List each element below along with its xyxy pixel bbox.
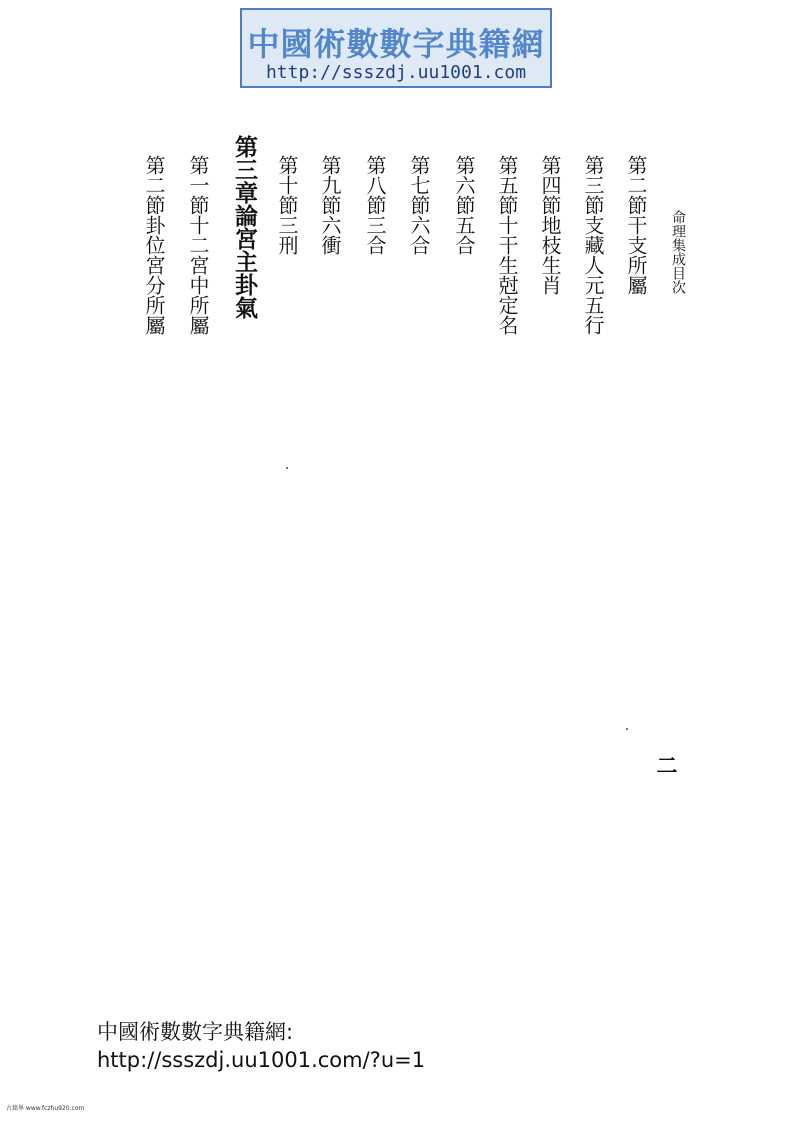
toc-entry xyxy=(140,155,169,335)
chapter-label: 第三章 xyxy=(231,135,258,204)
toc-label: 第一節 xyxy=(186,155,210,215)
toc-label: 第五節 xyxy=(495,155,519,215)
toc-label: 第七節 xyxy=(407,155,431,215)
toc-entry xyxy=(493,155,522,335)
chapter-title: 論宮主卦氣 xyxy=(231,204,258,319)
toc-entry xyxy=(450,155,479,255)
toc-entry xyxy=(273,155,302,255)
footer xyxy=(97,1018,425,1074)
banner-url: http://ssszdj.uu1001.com xyxy=(265,62,527,83)
toc-title: 三合 xyxy=(363,215,387,255)
toc-label: 第八節 xyxy=(363,155,387,215)
running-header xyxy=(668,210,688,294)
toc-label: 第三節 xyxy=(581,155,605,215)
footer-site-name: 中國術數數字典籍網: xyxy=(97,1020,294,1044)
toc-title: 支藏人元五行 xyxy=(581,215,605,335)
toc-title: 六衝 xyxy=(318,215,342,255)
toc-chapter xyxy=(228,135,261,319)
scan-speck xyxy=(626,728,628,730)
page-number: 二 xyxy=(656,753,678,778)
toc-label: 第六節 xyxy=(452,155,476,215)
toc-label: 第十節 xyxy=(275,155,299,215)
book-title: 命理集成 xyxy=(670,210,686,266)
toc-entry xyxy=(316,155,345,255)
footer-link[interactable]: http://ssszdj.uu1001.com/?u=1 xyxy=(97,1048,426,1072)
toc-entry xyxy=(579,155,608,335)
section-name: 目次 xyxy=(670,266,686,294)
toc-title: 干支所屬 xyxy=(624,215,648,295)
toc-entry xyxy=(361,155,390,255)
toc-label: 第九節 xyxy=(318,155,342,215)
banner-title: 中國術數數字典籍網 xyxy=(247,25,545,63)
tiny-watermark: 古籍界 www.fczhu920.com xyxy=(6,1105,85,1112)
toc-entry xyxy=(405,155,434,255)
toc-title: 十干生尅定名 xyxy=(495,215,519,335)
toc-entry xyxy=(184,155,213,335)
scan-speck xyxy=(286,467,288,469)
toc-title: 卦位宮分所屬 xyxy=(142,215,166,335)
toc-title: 六合 xyxy=(407,215,431,255)
site-banner xyxy=(240,8,552,88)
toc-label: 第二節 xyxy=(142,155,166,215)
toc-title: 地枝生肖 xyxy=(538,215,562,295)
toc-entry xyxy=(536,155,565,295)
toc-label: 第四節 xyxy=(538,155,562,215)
toc-title: 五合 xyxy=(452,215,476,255)
toc-entry xyxy=(622,155,651,295)
toc-label: 第二節 xyxy=(624,155,648,215)
toc-title: 三刑 xyxy=(275,215,299,255)
toc-title: 十二宮中所屬 xyxy=(186,215,210,335)
